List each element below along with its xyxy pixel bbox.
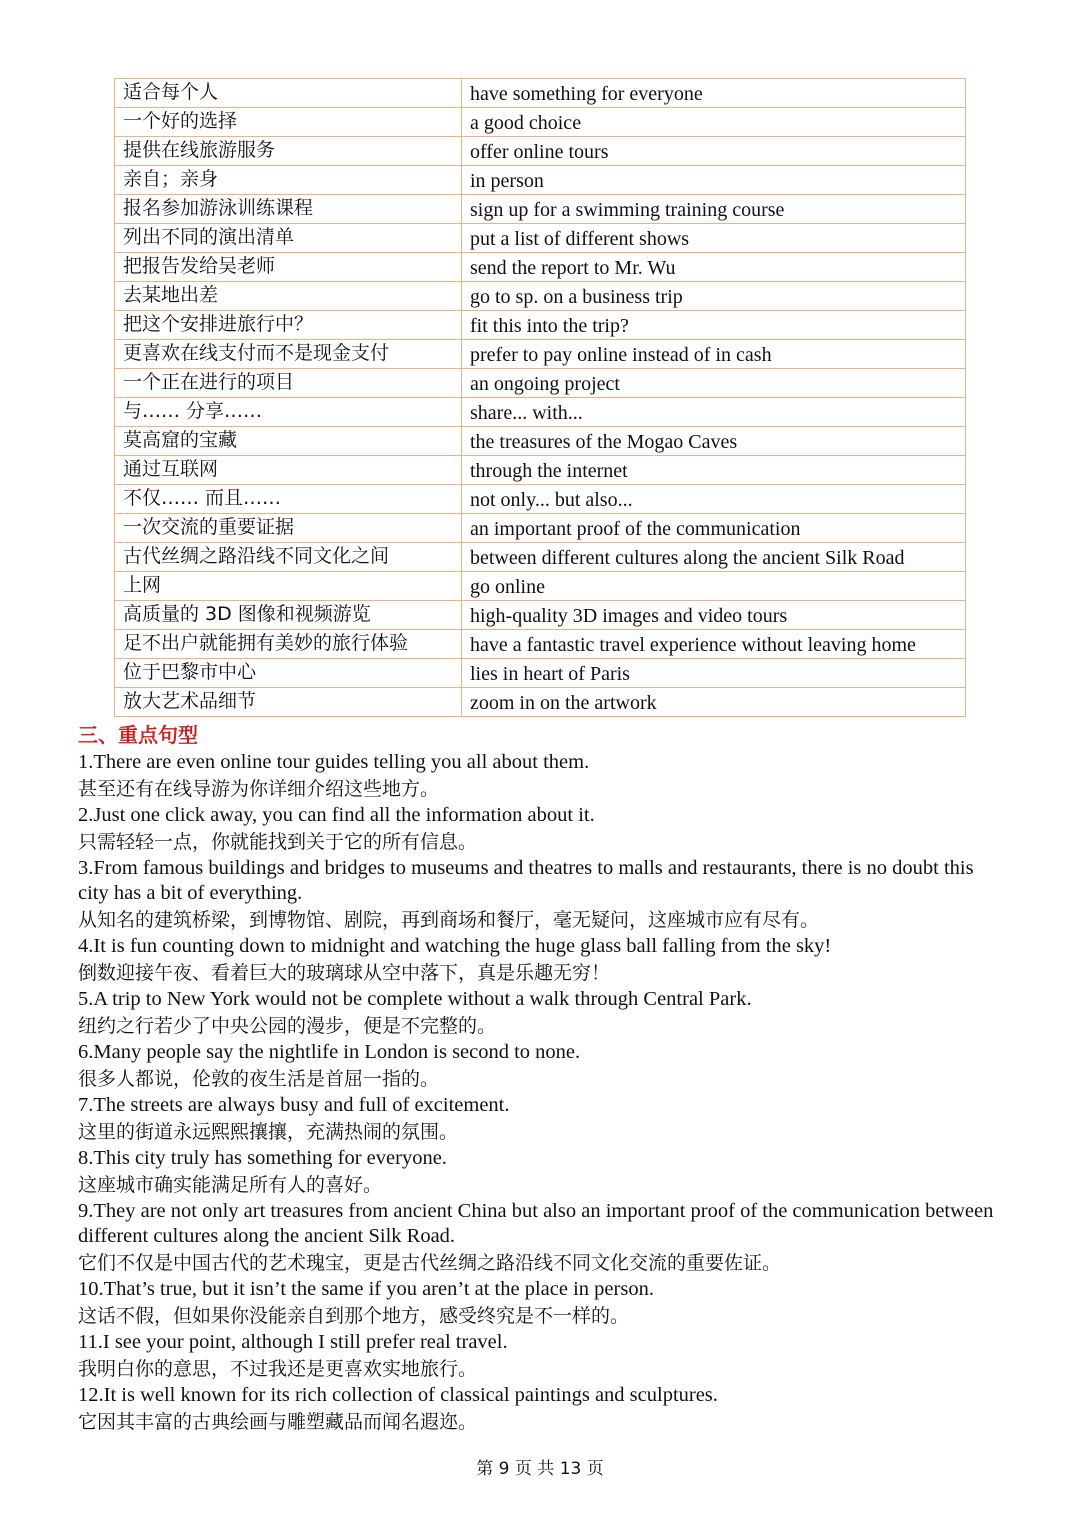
vocab-english: an ongoing project [462,369,966,398]
vocab-chinese: 上网 [115,572,462,601]
sentence-chinese: 甚至还有在线导游为你详细介绍这些地方。 [78,778,440,800]
key-sentence [78,1277,998,1330]
vocab-chinese: 与…… 分享…… [115,398,462,427]
sentence-chinese: 它们不仅是中国古代的艺术瑰宝，更是古代丝绸之路沿线不同文化交流的重要佐证。 [78,1252,782,1274]
vocab-row [115,79,966,108]
key-sentence [78,1199,998,1277]
vocab-english: an important proof of the communication [462,514,966,543]
sentence-chinese: 这里的街道永远熙熙攘攘，充满热闹的氛围。 [78,1121,459,1143]
vocab-english: between different cultures along the ancient Silk Road [462,543,966,572]
vocab-chinese: 亲自；亲身 [115,166,462,195]
vocab-chinese: 足不出户就能拥有美妙的旅行体验 [115,630,462,659]
vocab-chinese: 一个正在进行的项目 [115,369,462,398]
vocab-english: through the internet [462,456,966,485]
sentence-english: 3.From famous buildings and bridges to museums and theatres to malls and restaurants, there is no doubt this city has a bit of everything. [78,857,974,904]
vocab-row [115,514,966,543]
vocab-row [115,659,966,688]
vocab-english: prefer to pay online instead of in cash [462,340,966,369]
vocab-chinese: 莫高窟的宝藏 [115,427,462,456]
sentence-english: 5.A trip to New York would not be complete without a walk through Central Park. [78,988,752,1010]
sentence-english: 7.The streets are always busy and full of excitement. [78,1094,510,1116]
vocab-chinese: 适合每个人 [115,79,462,108]
vocab-row [115,543,966,572]
sentence-english: 1.There are even online tour guides telling you all about them. [78,751,590,773]
vocab-row [115,108,966,137]
key-sentence [78,750,998,803]
vocab-row [115,427,966,456]
vocab-row [115,398,966,427]
vocabulary-table-body [115,79,966,717]
key-sentences-list [78,750,998,1436]
vocab-row [115,688,966,717]
key-sentence [78,1093,998,1146]
vocab-english: the treasures of the Mogao Caves [462,427,966,456]
key-sentence [78,1146,998,1199]
section-title: 三、重点句型 [78,723,198,747]
sentence-english: 10.That’s true, but it isn’t the same if you aren’t at the place in person. [78,1278,654,1300]
vocab-chinese: 一个好的选择 [115,108,462,137]
vocab-english: put a list of different shows [462,224,966,253]
sentence-english: 6.Many people say the nightlife in London is second to none. [78,1041,581,1063]
vocab-chinese: 提供在线旅游服务 [115,137,462,166]
vocab-english: offer online tours [462,137,966,166]
vocab-english: share... with... [462,398,966,427]
vocab-english: send the report to Mr. Wu [462,253,966,282]
vocab-chinese: 把报告发给吴老师 [115,253,462,282]
vocab-english: a good choice [462,108,966,137]
vocab-row [115,572,966,601]
sentence-chinese: 纽约之行若少了中央公园的漫步，便是不完整的。 [78,1015,497,1037]
sentence-chinese: 我明白你的意思，不过我还是更喜欢实地旅行。 [78,1358,478,1380]
sentence-english: 8.This city truly has something for everyone. [78,1147,447,1169]
vocab-english: fit this into the trip? [462,311,966,340]
vocab-chinese: 放大艺术品细节 [115,688,462,717]
vocab-chinese: 古代丝绸之路沿线不同文化之间 [115,543,462,572]
vocab-chinese: 通过互联网 [115,456,462,485]
sentence-chinese: 倒数迎接午夜、看着巨大的玻璃球从空中落下，真是乐趣无穷！ [78,962,611,984]
vocab-row [115,456,966,485]
sentence-english: 2.Just one click away, you can find all the information about it. [78,804,595,826]
vocab-chinese: 不仅…… 而且…… [115,485,462,514]
vocab-chinese: 报名参加游泳训练课程 [115,195,462,224]
key-sentence [78,803,998,856]
vocab-english: lies in heart of Paris [462,659,966,688]
vocab-english: high-quality 3D images and video tours [462,601,966,630]
vocab-row [115,253,966,282]
vocab-english: have a fantastic travel experience without leaving home [462,630,966,659]
vocab-row [115,137,966,166]
sentence-english: 11.I see your point, although I still prefer real travel. [78,1331,508,1353]
vocab-chinese: 位于巴黎市中心 [115,659,462,688]
vocab-row [115,630,966,659]
vocab-chinese: 列出不同的演出清单 [115,224,462,253]
vocab-english: have something for everyone [462,79,966,108]
vocab-english: go to sp. on a business trip [462,282,966,311]
vocab-chinese: 更喜欢在线支付而不是现金支付 [115,340,462,369]
vocab-row [115,369,966,398]
vocab-row [115,311,966,340]
key-sentence [78,856,998,934]
vocab-english: sign up for a swimming training course [462,195,966,224]
vocab-row [115,601,966,630]
vocab-english: not only... but also... [462,485,966,514]
vocab-row [115,195,966,224]
sentence-chinese: 从知名的建筑桥梁，到博物馆、剧院，再到商场和餐厅，毫无疑问，这座城市应有尽有。 [78,909,820,931]
sentence-english: 12.It is well known for its rich collection of classical paintings and sculptures. [78,1384,718,1406]
sentence-chinese: 这话不假，但如果你没能亲自到那个地方，感受终究是不一样的。 [78,1305,630,1327]
vocab-row [115,340,966,369]
vocab-english: go online [462,572,966,601]
key-sentence [78,987,998,1040]
sentence-chinese: 它因其丰富的古典绘画与雕塑藏品而闻名遐迩。 [78,1411,478,1433]
key-sentence [78,934,998,987]
vocab-chinese: 高质量的 3D 图像和视频游览 [115,601,462,630]
key-sentence [78,1383,998,1436]
vocab-english: zoom in on the artwork [462,688,966,717]
sentence-chinese: 这座城市确实能满足所有人的喜好。 [78,1174,383,1196]
sentence-english: 9.They are not only art treasures from ancient China but also an important proof of the communication between different cultures along the ancient Silk Road. [78,1200,994,1247]
sentence-english: 4.It is fun counting down to midnight and watching the huge glass ball falling from the sky! [78,935,832,957]
vocab-chinese: 一次交流的重要证据 [115,514,462,543]
vocab-row [115,224,966,253]
vocab-chinese: 去某地出差 [115,282,462,311]
vocab-chinese: 把这个安排进旅行中？ [115,311,462,340]
key-sentence [78,1330,998,1383]
vocab-row [115,485,966,514]
sentence-chinese: 很多人都说，伦敦的夜生活是首屈一指的。 [78,1068,440,1090]
vocab-row [115,166,966,195]
vocabulary-table [114,78,966,717]
vocab-row [115,282,966,311]
key-sentence [78,1040,998,1093]
page-footer: 第 9 页 共 13 页 [476,1459,604,1479]
sentence-chinese: 只需轻轻一点，你就能找到关于它的所有信息。 [78,831,478,853]
vocab-english: in person [462,166,966,195]
